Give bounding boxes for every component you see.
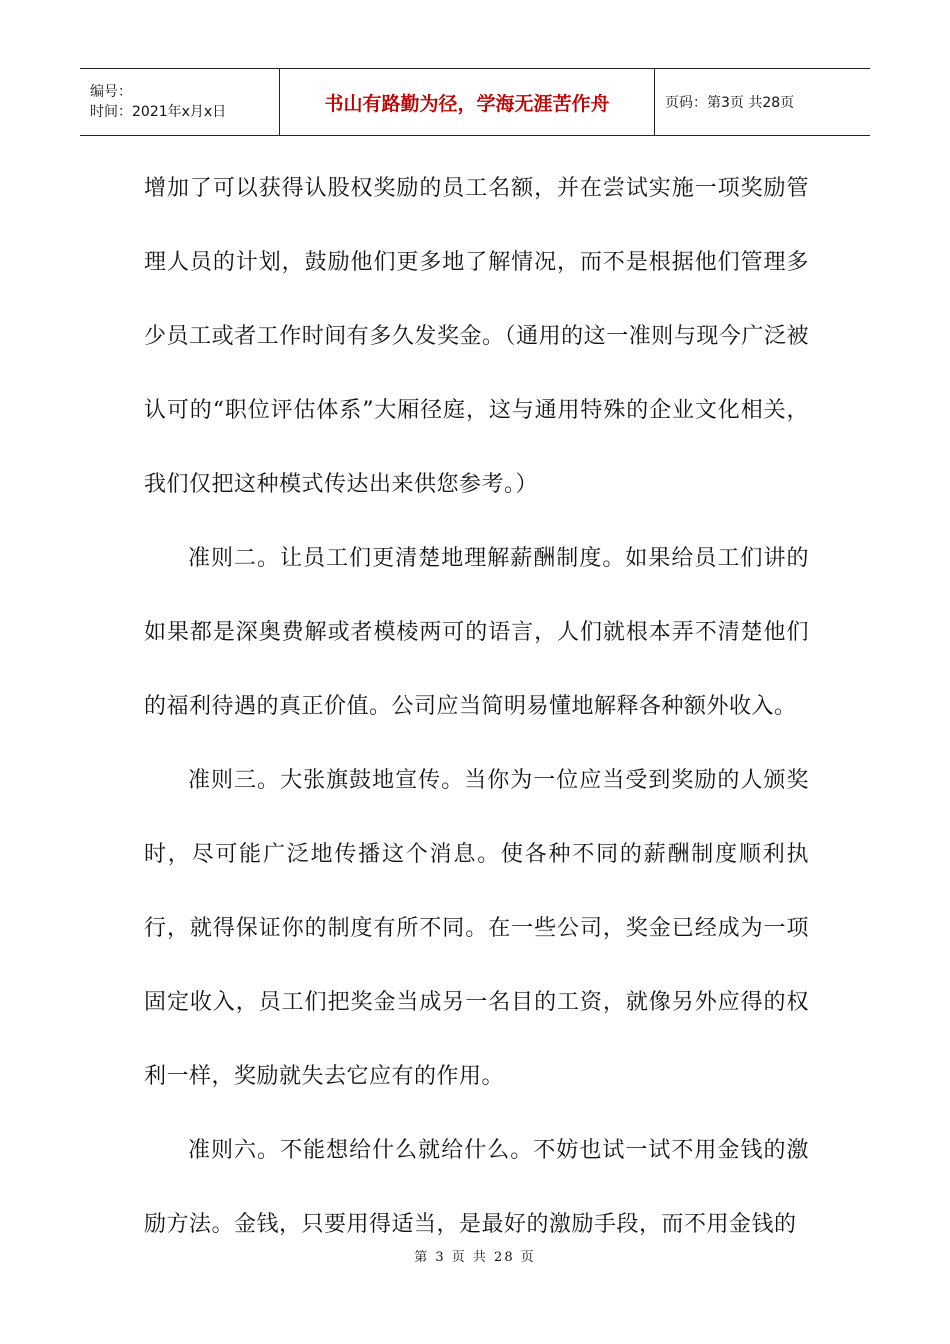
date-label: 时间：2021年x月x日 (90, 104, 227, 120)
document-body (144, 152, 809, 1262)
motto-text: 书山有路勤为径，学海无涯苦作舟 (324, 92, 610, 115)
page-info-text: 页码：第3页 共28页 (665, 95, 795, 111)
paragraph-rule-six: 准则六。不能想给什么就给什么。不妨也试一试不用金钱的激励方法。金钱，只要用得适当，是最好的激励手段，而不用金钱的 (144, 1138, 809, 1237)
paragraph-rule-two: 准则二。让员工们更清楚地理解薪酬制度。如果给员工们讲的如果都是深奥费解或者模棱两可的语言，人们就根本弄不清楚他们的福利待遇的真正价值。公司应当简明易懂地解释各种额外收入。 (144, 546, 809, 719)
page-footer (0, 1246, 950, 1265)
header-page-info (655, 69, 870, 135)
footer-page-number: 第 3 页 共 28 页 (414, 1250, 536, 1265)
paragraph-continued: 增加了可以获得认股权奖励的员工名额，并在尝试实施一项奖励管理人员的计划，鼓励他们更多地了解情况，而不是根据他们管理多少员工或者工作时间有多久发奖金。（通用的这一准则与现今广泛被认可的“职位评估体系”大厢径庭，这与通用特殊的企业文化相关，我们仅把这种模式传达出来供您参考。） (144, 176, 809, 497)
header-meta (80, 69, 280, 135)
doc-number-label: 编号： (90, 84, 132, 100)
header-motto (280, 69, 655, 135)
paragraph-rule-three: 准则三。大张旗鼓地宣传。当你为一位应当受到奖励的人颁奖时，尽可能广泛地传播这个消息。使各种不同的薪酬制度顺利执行，就得保证你的制度有所不同。在一些公司，奖金已经成为一项固定收入，员工们把奖金当成另一名目的工资，就像另外应得的权利一样，奖励就失去它应有的作用。 (144, 768, 809, 1089)
page-header (80, 68, 870, 136)
